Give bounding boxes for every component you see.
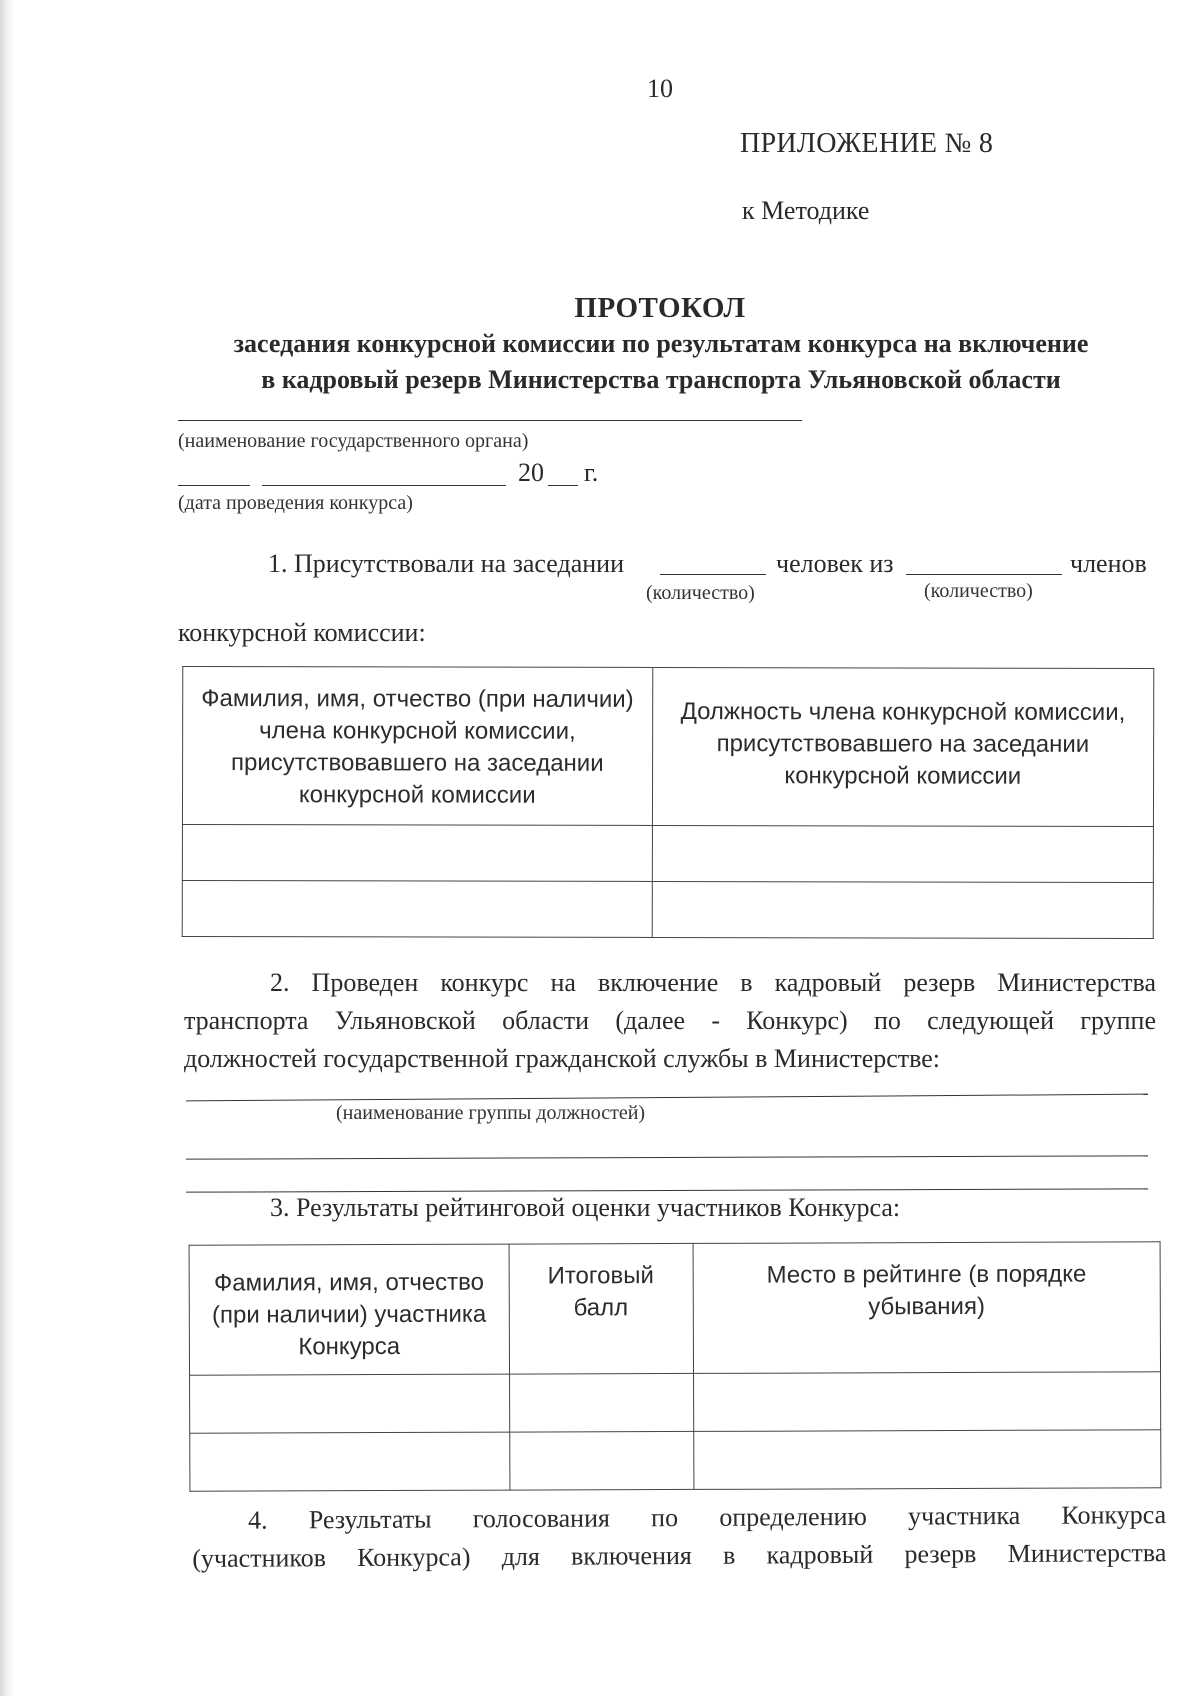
page-number: 10 — [647, 74, 673, 103]
section2-paragraph — [184, 964, 1156, 1078]
section1-text-part2: человек из — [776, 549, 894, 578]
total-members-caption: (количество) — [924, 580, 1033, 602]
table-cell[interactable] — [693, 1430, 1161, 1490]
rating-place-header: Место в рейтинге (в порядке убывания) — [693, 1242, 1161, 1374]
date-day-field-line[interactable] — [178, 485, 250, 486]
date-year-field-line[interactable] — [548, 485, 578, 486]
section2-line2: транспорта Ульяновской области (далее - Конкурс) по следующей группе — [184, 1006, 1156, 1035]
position-group-field-line-2[interactable] — [186, 1155, 1148, 1159]
organ-name-field-line[interactable] — [178, 420, 802, 421]
total-members-field-line[interactable] — [906, 574, 1062, 575]
date-month-field-line[interactable] — [262, 485, 506, 486]
section1-continuation: конкурсной комиссии: — [178, 618, 426, 647]
commission-members-table — [182, 666, 1155, 939]
table-row — [190, 1430, 1161, 1491]
document-subtitle — [196, 326, 1126, 398]
table-cell[interactable] — [182, 824, 652, 881]
participant-name-header: Фамилия, имя, отчество (при наличии) участника Конкурса — [189, 1244, 509, 1375]
table-cell[interactable] — [182, 880, 652, 937]
table-cell[interactable] — [190, 1374, 510, 1433]
section2-line1: 2. Проведен конкурс на включение в кадровый резерв Министерства — [270, 968, 1156, 997]
table-cell[interactable] — [509, 1431, 693, 1490]
final-score-header: Итоговый балл — [509, 1243, 693, 1374]
section1-text-part1: 1. Присутствовали на заседании — [268, 549, 624, 578]
present-count-field-line[interactable] — [660, 574, 766, 575]
section2-line3: должностей государственной гражданской службы в Министерстве: — [184, 1044, 941, 1073]
table-header-row — [189, 1242, 1160, 1375]
rating-results-table — [189, 1241, 1162, 1491]
organ-name-caption: (наименование государственного органа) — [178, 430, 529, 452]
member-position-header: Должность члена конкурсной комиссии, присутствовавшего на заседании конкурсной комиссии — [652, 667, 1154, 826]
document-subtitle-line2: в кадровый резерв Министерства транспорта Ульяновской области — [261, 365, 1061, 394]
member-name-header: Фамилия, имя, отчество (при наличии) члена конкурсной комиссии, присутствовавшего на заседании конкурсной комиссии — [182, 666, 652, 825]
scan-edge-shadow — [0, 0, 14, 1696]
table-row — [190, 1372, 1161, 1433]
table-cell[interactable] — [190, 1432, 510, 1491]
section3-text: 3. Результаты рейтинговой оценки участников Конкурса: — [270, 1193, 901, 1222]
appendix-title: ПРИЛОЖЕНИЕ № 8 — [740, 128, 994, 159]
table-header-row — [182, 666, 1153, 826]
table-cell[interactable] — [652, 825, 1154, 882]
position-group-field-line-1[interactable] — [186, 1094, 1148, 1102]
section1-text-part3: членов — [1070, 549, 1147, 578]
section4-paragraph — [192, 1496, 1166, 1578]
section4-line1: 4. Результаты голосования по определению участника Конкурса — [248, 1500, 1167, 1535]
table-row — [182, 880, 1153, 938]
table-cell[interactable] — [652, 881, 1154, 938]
position-group-caption: (наименование группы должностей) — [336, 1102, 646, 1124]
document-subtitle-line1: заседания конкурсной комиссии по результатам конкурса на включение — [233, 329, 1089, 358]
table-cell[interactable] — [693, 1372, 1161, 1432]
appendix-subtitle: к Методике — [742, 196, 870, 225]
date-year-suffix: г. — [584, 458, 599, 487]
section4-line2: (участников Конкурса) для включения в кадровый резерв Министерства — [192, 1538, 1167, 1573]
document-title: ПРОТОКОЛ — [574, 292, 746, 324]
table-cell[interactable] — [509, 1373, 693, 1432]
date-year-prefix: 20 — [518, 458, 544, 487]
present-count-caption: (количество) — [646, 582, 755, 604]
date-caption: (дата проведения конкурса) — [178, 492, 413, 514]
table-row — [182, 824, 1153, 882]
